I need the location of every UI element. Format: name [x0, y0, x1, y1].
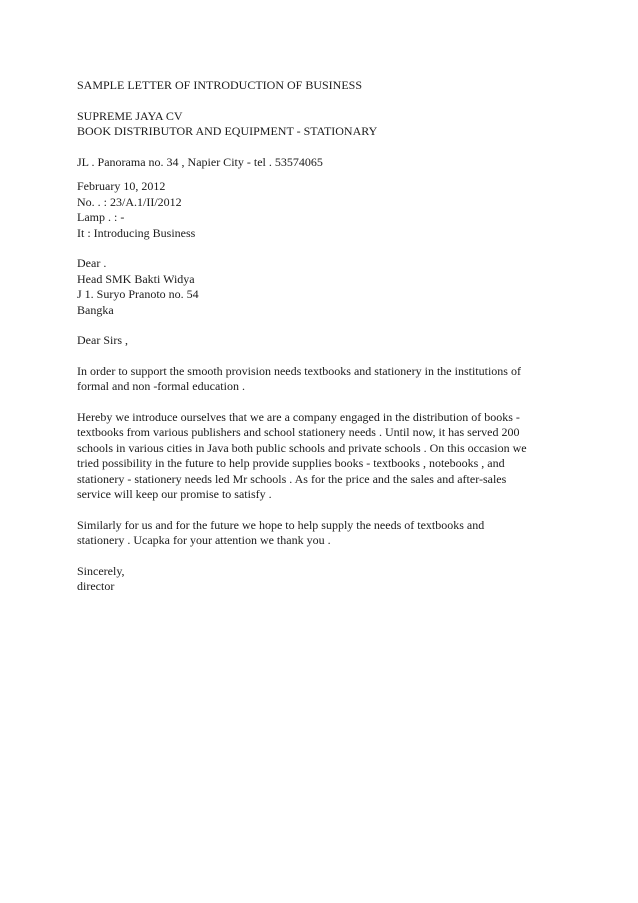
- letter-title: SAMPLE LETTER OF INTRODUCTION OF BUSINESS: [77, 78, 363, 92]
- letter-subject: It : Introducing Business: [77, 225, 196, 240]
- salutation: Dear Sirs ,: [77, 333, 128, 347]
- paragraph-line: tried possibility in the future to help provide supplies books - textbooks , notebooks , and: [77, 456, 505, 470]
- paragraph-line: schools in various cities in Java both public schools and private schools . On this occasion we: [77, 440, 527, 455]
- company-address: JL . Panorama no. 34 , Napier City - tel . 53574065: [77, 154, 323, 169]
- closing: Sincerely,: [77, 563, 125, 578]
- paragraph-line: formal and non -formal education .: [77, 379, 245, 393]
- paragraph-line: service will keep our promise to satisfy .: [77, 487, 272, 501]
- signer-title: director: [77, 579, 115, 593]
- recipient-name: Head SMK Bakti Widya: [77, 271, 195, 286]
- recipient-street: J 1. Suryo Pranoto no. 54: [77, 287, 199, 301]
- paragraph-line: Hereby we introduce ourselves that we are a company engaged in the distribution of books -: [77, 409, 520, 424]
- paragraph-1: [77, 364, 577, 395]
- letterhead-divider: ______________________________________________________________: [77, 170, 418, 179]
- paragraph-line: stationery . Ucapka for your attention we thank you .: [77, 533, 331, 547]
- paragraph-line: stationery - stationery needs led Mr schools . As for the price and the sales and after-sales: [77, 471, 507, 486]
- letter-lamp: Lamp . : -: [77, 210, 125, 224]
- company-name: SUPREME JAYA CV: [77, 108, 183, 123]
- letter-number: No. . : 23/A.1/II/2012: [77, 194, 182, 209]
- letter-date: February 10, 2012: [77, 179, 166, 193]
- recipient-city: Bangka: [77, 302, 114, 317]
- company-description: BOOK DISTRIBUTOR AND EQUIPMENT - STATIONARY: [77, 124, 378, 138]
- paragraph-3: [77, 518, 577, 549]
- paragraph-line: In order to support the smooth provision needs textbooks and stationery in the institutions of: [77, 363, 521, 378]
- paragraph-line: textbooks from various publishers and school stationery needs . Until now, it has served 200: [77, 425, 520, 439]
- paragraph-2: [77, 410, 577, 503]
- paragraph-line: Similarly for us and for the future we hope to help supply the needs of textbooks and: [77, 517, 485, 532]
- recipient-dear: Dear .: [77, 256, 107, 270]
- letter-body: [77, 78, 577, 595]
